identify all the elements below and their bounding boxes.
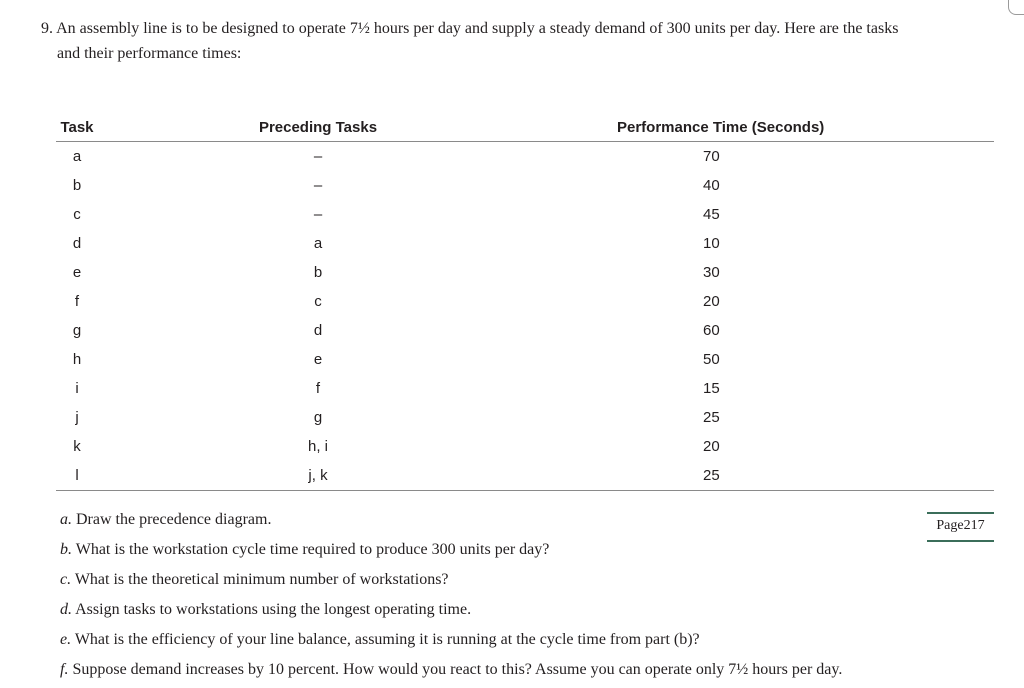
- header-preceding: Preceding Tasks: [98, 114, 538, 142]
- question-list: [60, 508, 940, 688]
- question-f: [60, 658, 940, 688]
- task-cell: g: [72, 322, 82, 339]
- preceding-cell: h, i: [307, 438, 328, 455]
- table-header-row: [56, 114, 994, 142]
- preceding-cell: –: [313, 177, 323, 194]
- table-row: [56, 142, 994, 172]
- question-d: [60, 598, 940, 628]
- question-a: [60, 508, 940, 538]
- preceding-cell: a: [313, 235, 323, 252]
- question-label: c.: [60, 571, 72, 588]
- table-row: [56, 403, 994, 432]
- preceding-cell: –: [313, 206, 323, 223]
- question-label: a.: [60, 511, 72, 528]
- task-cell: d: [72, 235, 82, 252]
- time-cell: 70: [703, 148, 720, 165]
- table-row: [56, 171, 994, 200]
- table-row: [56, 316, 994, 345]
- header-time: Performance Time (Seconds): [538, 114, 994, 142]
- preceding-cell: j, k: [98, 461, 538, 491]
- header-task: Task: [56, 114, 98, 142]
- task-cell: b: [72, 177, 82, 194]
- time-cell: 30: [703, 264, 720, 281]
- question-label: e.: [60, 631, 72, 648]
- problem-line-2: and their performance times:: [57, 45, 242, 62]
- table-row: [56, 432, 994, 461]
- question-text: What is the workstation cycle time required to produce 300 units per day?: [75, 541, 550, 558]
- task-cell: f: [74, 293, 80, 310]
- question-b: [60, 538, 940, 568]
- task-cell: h: [72, 351, 82, 368]
- preceding-cell: g: [313, 409, 323, 426]
- task-cell: e: [72, 264, 82, 281]
- table-row: [56, 374, 994, 403]
- time-cell: 15: [703, 380, 720, 397]
- question-e: [60, 628, 940, 658]
- table-row: [56, 345, 994, 374]
- time-cell: 50: [703, 351, 720, 368]
- table-row: [56, 287, 994, 316]
- question-label: f.: [60, 661, 69, 678]
- question-text: Assign tasks to workstations using the longest operating time.: [75, 601, 472, 618]
- time-cell: 20: [703, 293, 720, 310]
- task-cell: k: [73, 438, 81, 455]
- preceding-cell: f: [315, 380, 321, 397]
- task-cell: l: [56, 461, 98, 491]
- corner-bracket: [1008, 0, 1024, 15]
- time-cell: 25: [538, 461, 994, 491]
- time-cell: 25: [703, 409, 720, 426]
- table-row: [56, 229, 994, 258]
- table-row: [56, 258, 994, 287]
- preceding-cell: b: [313, 264, 323, 281]
- preceding-cell: –: [313, 148, 323, 165]
- problem-line-1: 9. An assembly line is to be designed to operate 7½ hours per day and supply a steady demand of 300 units per day. Here are the tasks: [41, 20, 899, 37]
- preceding-cell: e: [313, 351, 323, 368]
- time-cell: 40: [703, 177, 720, 194]
- question-c: [60, 568, 940, 598]
- question-text: What is the efficiency of your line balance, assuming it is running at the cycle time from part (b)?: [74, 631, 700, 648]
- table-row: [56, 461, 994, 491]
- time-cell: 20: [703, 438, 720, 455]
- time-cell: 10: [703, 235, 720, 252]
- question-label: d.: [60, 601, 72, 618]
- task-cell: i: [75, 380, 79, 397]
- task-table: [56, 114, 994, 491]
- task-cell: a: [72, 148, 82, 165]
- question-label: b.: [60, 541, 72, 558]
- preceding-cell: c: [314, 293, 322, 310]
- table-row: [56, 200, 994, 229]
- time-cell: 60: [703, 322, 720, 339]
- task-cell: c: [73, 206, 81, 223]
- preceding-cell: d: [313, 322, 323, 339]
- problem-statement: [41, 16, 991, 66]
- question-text: What is the theoretical minimum number of workstations?: [74, 571, 449, 588]
- question-text: Draw the precedence diagram.: [76, 511, 272, 528]
- time-cell: 45: [703, 206, 720, 223]
- task-cell: j: [75, 409, 79, 426]
- page-marker: Page217: [927, 512, 994, 542]
- question-text: Suppose demand increases by 10 percent. How would you react to this? Assume you can operate only 7½ hours per day.: [72, 661, 843, 678]
